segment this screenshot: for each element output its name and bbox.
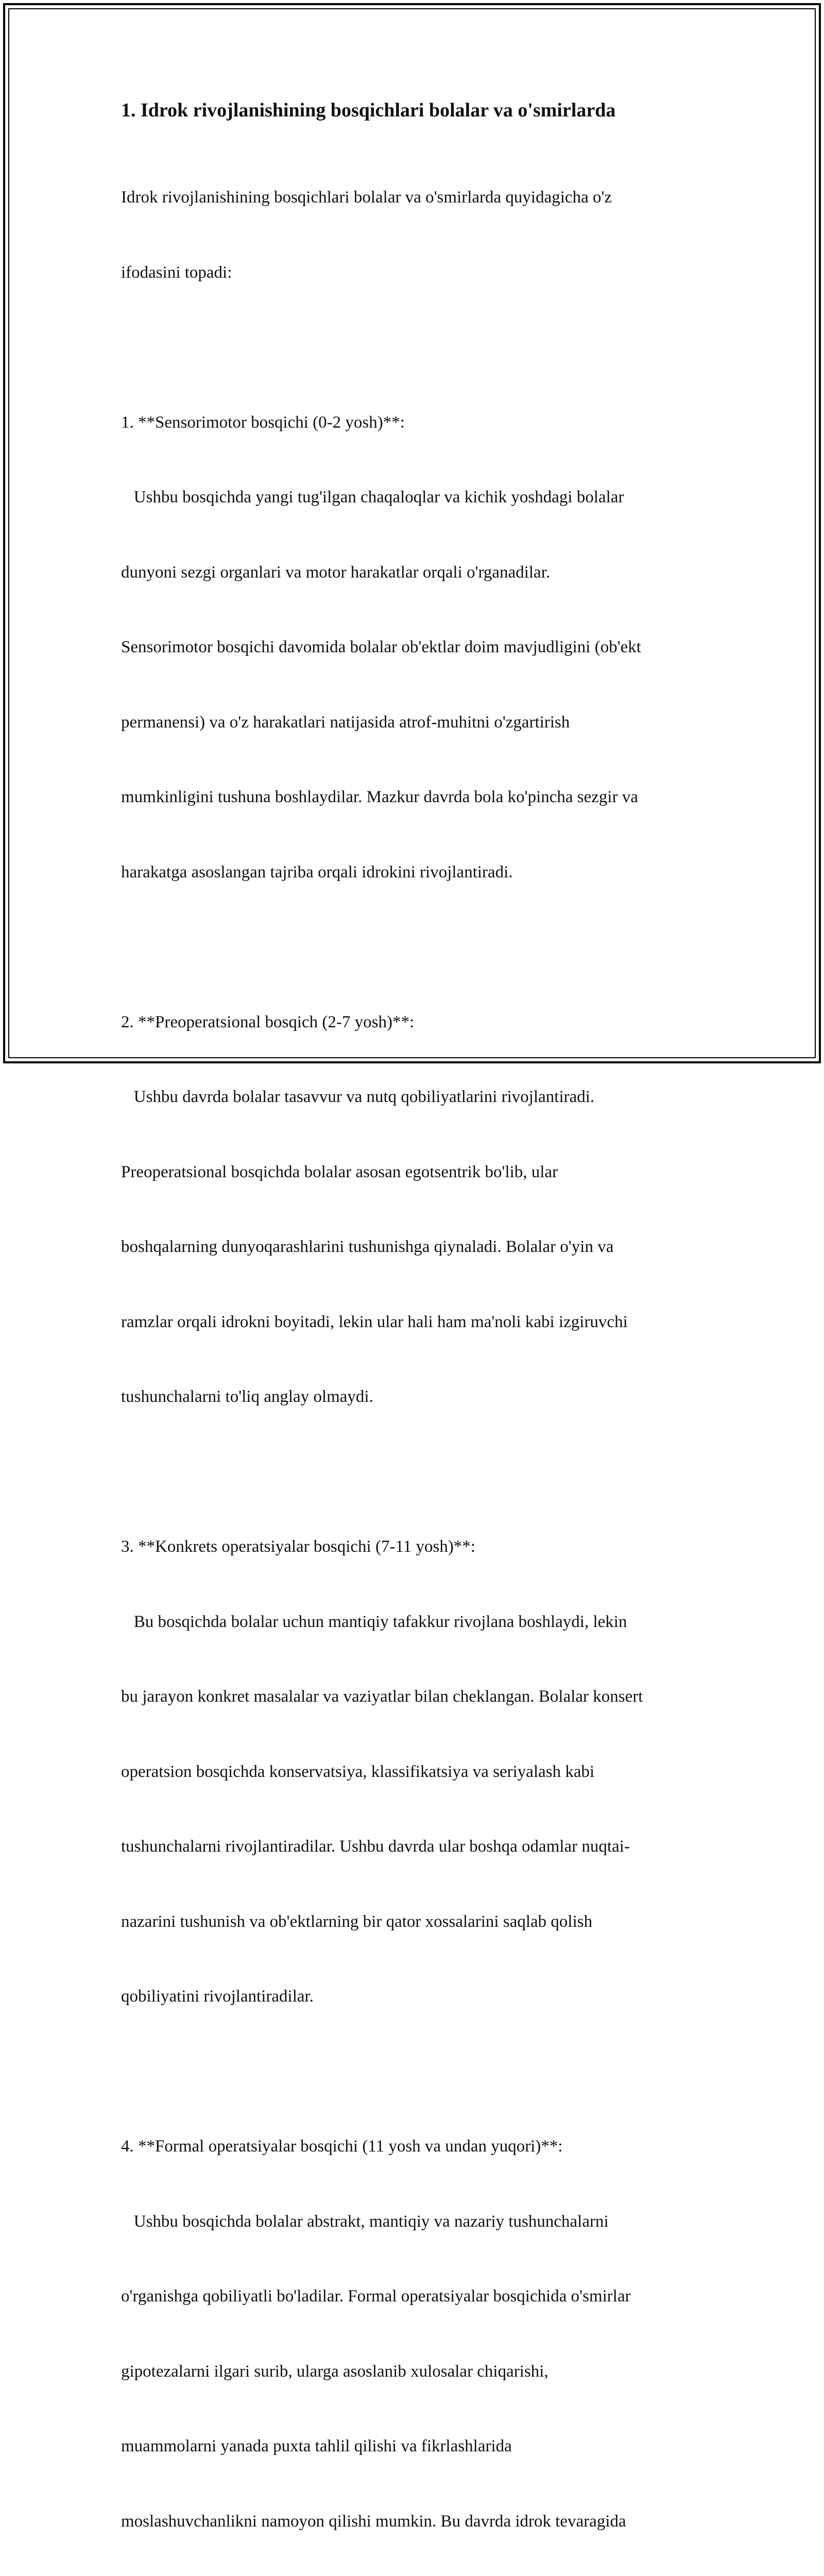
section-title: 4. **Formal operatsiyalar bosqichi (11 yosh va undan yuqori)**: — [121, 2137, 563, 2156]
text-line: Bu bosqichda bolalar uchun mantiqiy tafakkur rivojlana boshlaydi, lekin — [121, 1612, 627, 1631]
text-line: qobiliyatini rivojlantiradilar. — [121, 1987, 314, 2006]
text-line: nazarini tushunish va ob'ektlarning bir qator xossalarini saqlab qolish — [121, 1912, 593, 1931]
document-body — [121, 96, 706, 2576]
section-formal-operations — [121, 2084, 706, 2576]
document-heading: 1. Idrok rivojlanishining bosqichlari bolalar va o'smirlarda — [121, 99, 616, 121]
text-line: Ushbu bosqichda yangi tug'ilgan chaqaloqlar va kichik yoshdagi bolalar — [121, 488, 624, 506]
section-sensorimotor — [121, 360, 706, 935]
text-line: mumkinligini tushuna boshlaydilar. Mazkur davrda bola ko'pincha sezgir va — [121, 788, 638, 806]
text-line: o'rganishga qobiliyatli bo'ladilar. Formal operatsiyalar bosqichida o'smirlar — [121, 2287, 631, 2306]
text-line: Sensorimotor bosqichi davomida bolalar ob'ektlar doim mavjudligini (ob'ekt — [121, 638, 641, 656]
text-line: tushunchalarni rivojlantiradilar. Ushbu davrda ular boshqa odamlar nuqtai- — [121, 1837, 630, 1856]
text-line: operatsion bosqichda konservatsiya, klassifikatsiya va seriyalash kabi — [121, 1762, 595, 1781]
text-line: harakatga asoslangan tajriba orqali idrokini rivojlantiradi. — [121, 862, 513, 882]
section-preoperational — [121, 960, 706, 1460]
text-line: ramzlar orqali idrokni boyitadi, lekin ular hali ham ma'noli kabi izgiruvchi — [121, 1312, 628, 1331]
text-line: permanensi) va o'z harakatlari natijasida atrof-muhitni o'zgartirish — [121, 713, 570, 732]
text-line: Idrok rivojlanishining bosqichlari bolalar va o'smirlarda quyidagicha o'z — [121, 188, 612, 207]
text-line: boshqalarning dunyoqarashlarini tushunishga qiynaladi. Bolalar o'yin va — [121, 1238, 614, 1256]
intro-paragraph — [121, 135, 706, 335]
text-line: Preoperatsional bosqichda bolalar asosan egotsentrik bo'lib, ular — [121, 1162, 558, 1181]
section-title: 1. **Sensorimotor bosqichi (0-2 yosh)**: — [121, 413, 405, 432]
section-title: 2. **Preoperatsional bosqich (2-7 yosh)**: — [121, 1012, 415, 1031]
text-line: tushunchalarni to'liq anglay olmaydi. — [121, 1387, 373, 1406]
text-line: gipotezalarni ilgari surib, ularga asoslanib xulosalar chiqarishi, — [121, 2362, 548, 2381]
text-line: moslashuvchanlikni namoyon qilishi mumkin. Bu davrda idrok tevaragida — [121, 2512, 626, 2531]
text-line: Ushbu davrda bolalar tasavvur va nutq qobiliyatlarini rivojlantiradi. — [121, 1088, 595, 1106]
section-concrete-operations — [121, 1484, 706, 2059]
text-line: bu jarayon konkret masalalar va vaziyatlar bilan cheklangan. Bolalar konsert — [121, 1687, 643, 1706]
text-line: dunyoni sezgi organlari va motor harakatlar orqali o'rganadilar. — [121, 563, 551, 582]
text-line: ifodasini topadi: — [121, 263, 232, 282]
section-title: 3. **Konkrets operatsiyalar bosqichi (7-11 yosh)**: — [121, 1537, 475, 1556]
text-line: muammolarni yanada puxta tahlil qilishi va fikrlashlarida — [121, 2437, 512, 2455]
text-line: Ushbu bosqichda bolalar abstrakt, mantiqiy va nazariy tushunchalarni — [121, 2212, 609, 2231]
